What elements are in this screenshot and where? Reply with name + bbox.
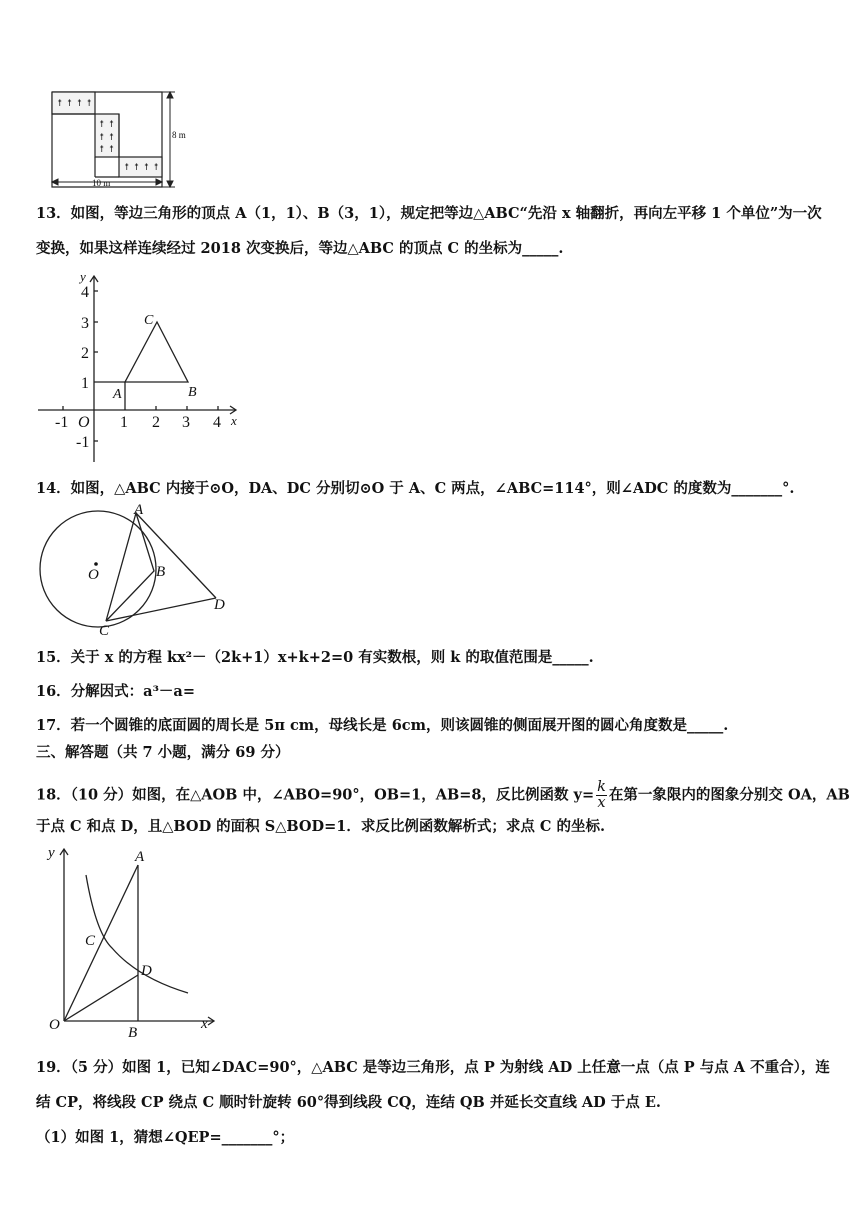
svg-text:↟ ↟ ↟ ↟: ↟ ↟ ↟ ↟	[123, 162, 160, 172]
svg-text:↟ ↟: ↟ ↟	[98, 144, 116, 154]
q18-line1	[36, 780, 850, 811]
y-tick: -1	[76, 434, 90, 451]
point-a-label: A	[134, 502, 144, 518]
x-tick: -1	[55, 414, 69, 431]
q19-line2: 结 CP，将线段 CP 绕点 C 顺时针旋转 60°得到线段 CQ，连结 QB 并延长交直线 AD 于点 E.	[36, 1094, 661, 1111]
height-label: 8 m	[172, 130, 186, 140]
y-tick: 2	[81, 345, 89, 362]
origin-label: O	[49, 1017, 60, 1033]
hyperbola-figure	[38, 843, 238, 1041]
width-label: 10 m	[92, 178, 111, 188]
x-tick: 1	[120, 414, 128, 431]
y-axis-label: y	[48, 845, 55, 861]
point-d-label: D	[214, 597, 225, 613]
point-b-label: B	[188, 385, 197, 400]
x-tick: 2	[152, 414, 160, 431]
q18-line2: 于点 C 和点 D，且△BOD 的面积 S△BOD=1．求反比例函数解析式；求点 C 的坐标.	[36, 818, 606, 835]
x-axis-label: x	[231, 413, 237, 428]
center-o-label: O	[88, 567, 99, 583]
x-tick: 4	[213, 414, 221, 431]
point-a-label: A	[135, 849, 145, 865]
x-tick: 3	[182, 414, 190, 431]
origin-label: O	[78, 414, 90, 431]
fraction	[596, 780, 607, 811]
q18-part1: 18．（10 分）如图，在△AOB 中，∠ABO=90°，OB=1，AB=8，反比例函数 y=	[36, 786, 595, 804]
y-axis-label: y	[80, 269, 86, 284]
q16-line1: 16．分解因式：a³－a=	[36, 683, 195, 700]
fraction-denominator: x	[597, 795, 606, 811]
y-tick: 4	[81, 284, 89, 301]
q18-part2: 在第一象限内的图象分别交 OA，AB	[608, 786, 850, 804]
point-b-label: B	[128, 1025, 138, 1041]
y-tick: 3	[81, 315, 89, 332]
q13-line2: 变换，如果这样连续经过 2018 次变换后，等边△ABC 的顶点 C 的坐标为_____.	[36, 240, 564, 257]
q13-line1: 13．如图，等边三角形的顶点 A（1，1）、B（3，1），规定把等边△ABC“先沿 x 轴翻折，再向左平移 1 个单位”为一次	[36, 205, 822, 222]
point-c-label: C	[85, 933, 96, 949]
q14-line1: 14．如图，△ABC 内接于⊙O，DA、DC 分别切⊙O 于 A、C 两点，∠ABC=114°，则∠ADC 的度数为_______°.	[36, 480, 795, 497]
coordinate-figure	[38, 269, 248, 467]
q19-sub1: （1）如图 1，猜想∠QEP=_______°；	[36, 1129, 295, 1146]
svg-text:↟ ↟: ↟ ↟	[98, 132, 116, 142]
point-c-label: C	[144, 313, 154, 328]
q19-line1: 19．（5 分）如图 1，已知∠DAC=90°，△ABC 是等边三角形，点 P 为射线 AD 上任意一点（点 P 与点 A 不重合），连	[36, 1059, 830, 1076]
point-c-label: C	[99, 623, 110, 639]
q17-line1: 17．若一个圆锥的底面圆的周长是 5π cm，母线长是 6cm，则该圆锥的侧面展开图的圆心角度数是_____.	[36, 717, 729, 734]
section-heading: 三、解答题（共 7 小题，满分 69 分）	[36, 744, 290, 761]
point-a-label: A	[113, 387, 122, 402]
point-d-label: D	[141, 963, 152, 979]
circle-figure	[38, 503, 238, 638]
point-b-label: B	[156, 564, 166, 580]
fraction-numerator: k	[597, 779, 606, 795]
svg-text:↟ ↟ ↟ ↟: ↟ ↟ ↟ ↟	[56, 98, 93, 108]
q15-line1: 15．关于 x 的方程 kx²－（2k+1）x+k+2=0 有实数根，则 k 的取值范围是_____.	[36, 649, 594, 666]
y-tick: 1	[81, 375, 89, 392]
x-axis-label: x	[201, 1016, 208, 1032]
garden-figure	[40, 82, 240, 192]
svg-text:↟ ↟: ↟ ↟	[98, 119, 116, 129]
